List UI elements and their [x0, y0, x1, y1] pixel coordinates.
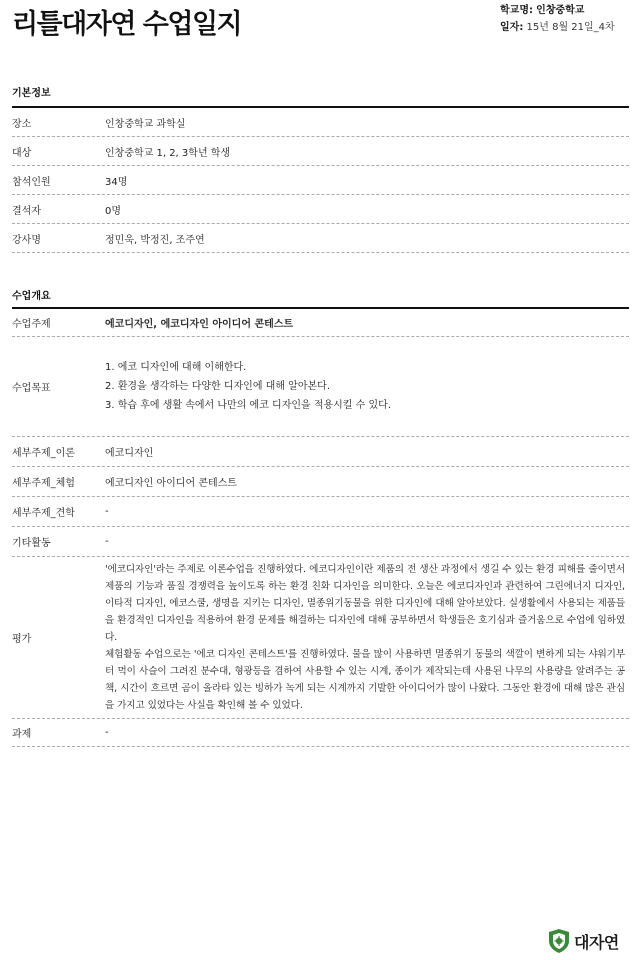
row-value: 정민욱, 박정진, 조주연 [105, 234, 205, 246]
eval-text [105, 561, 629, 714]
table-row [12, 527, 629, 557]
goals-key: 수업목표 [12, 383, 51, 394]
table-row [12, 719, 629, 747]
topic-key: 수업주제 [12, 319, 51, 330]
school-value: 인창중학교 [536, 5, 585, 16]
row-value: 인창중학교 1, 2, 3학년 학생 [105, 147, 231, 159]
basic-info-title: 기본정보 [12, 88, 51, 99]
overview-title: 수업개요 [12, 291, 51, 302]
school-label: 학교명: [500, 5, 533, 16]
row-key: 강사명 [12, 234, 41, 246]
theory-key: 세부주제_이론 [12, 448, 75, 459]
goal-item: 1. 에코 디자인에 대해 이해한다. [105, 362, 247, 373]
table-row [12, 108, 629, 137]
table-row [12, 166, 629, 195]
table-row [12, 467, 629, 497]
brand-logo [548, 928, 619, 954]
table-row [12, 437, 629, 467]
page-title: 리틀대자연 수업일지 [12, 9, 242, 40]
row-key: 대상 [12, 147, 32, 159]
row-value: 34명 [105, 176, 128, 188]
logo-text: 대자연 [574, 932, 619, 952]
overview-table [12, 307, 629, 747]
eval-key: 평가 [12, 634, 32, 645]
eval-paragraph-1: '에코디자인'라는 주제로 이론수업을 진행하였다. 에코디자인이란 제품의 전 생산 과정에서 생길 수 있는 환경 피해를 줄이면서 제품의 기능과 품질 경쟁력을 높이도록 하는 환경 친화 디자인을 의미한다. 오늘은 에코디자인과 관련하여 그린에너지 디자인, 이타적 디자인, 에코스쿨, 생명을 지키는 디자인, 멸종위기동물을 위한 디자인에 대해 알아보았다. 실생활에서 사용되는 제품들을 환경적인 디자인을 적용하여 환경 문제를 해결하는 디자인에 대해 공부하면서 학생들은 호기심과 즐거움으로 수업에 임하였다. [105, 564, 625, 643]
date-label: 일자: [500, 22, 524, 33]
row-value: 인창중학교 과학실 [105, 118, 186, 130]
tour-value: - [105, 506, 109, 517]
goal-item: 3. 학습 후에 생활 속에서 나만의 에코 디자인을 적용시킬 수 있다. [105, 400, 392, 411]
goal-item: 2. 환경을 생각하는 다양한 디자인에 대해 알아본다. [105, 381, 330, 392]
shield-logo-icon [548, 928, 570, 954]
other-value: - [105, 536, 109, 547]
table-row [12, 337, 629, 437]
table-row [12, 557, 629, 719]
goals-list [105, 358, 629, 415]
other-key: 기타활동 [12, 538, 51, 549]
experience-key: 세부주제_체험 [12, 478, 75, 489]
row-value: 0명 [105, 205, 122, 217]
date-value: 15년 8월 21일_4차 [526, 22, 615, 33]
tour-key: 세부주제_견학 [12, 508, 75, 519]
eval-paragraph-2: 체험활동 수업으로는 '에코 디자인 콘테스트'를 진행하였다. 물을 많이 사용하면 멸종위기 동물의 색깔이 변하게 되는 샤워기부터 먹이 사슬이 그려진 분수대, 형광등을 겸하여 사용할 수 있는 시계, 종이가 제작되는데 사용된 나무의 사용량을 알려주는 공책, 시간이 흐르면 곰이 올라타 있는 빙하가 녹게 되는 시계까지 기발한 아이디어가 많이 나왔다. 그동안 환경에 대해 많은 관심을 가지고 있었다는 사실을 확인해 볼 수 있었다. [105, 649, 625, 711]
theory-value: 에코디자인 [105, 448, 154, 459]
basic-info-table [12, 106, 629, 253]
table-row [12, 309, 629, 337]
header-meta [500, 2, 615, 36]
row-key: 장소 [12, 118, 32, 130]
row-key: 결석자 [12, 205, 41, 217]
table-row [12, 224, 629, 253]
experience-value: 에코디자인 아이디어 콘테스트 [105, 478, 237, 489]
homework-key: 과제 [12, 729, 32, 740]
table-row [12, 497, 629, 527]
topic-value: 에코디자인, 에코디자인 아이디어 콘테스트 [105, 319, 294, 330]
homework-value: - [105, 727, 109, 738]
table-row [12, 195, 629, 224]
table-row [12, 137, 629, 166]
row-key: 참석인원 [12, 176, 51, 188]
